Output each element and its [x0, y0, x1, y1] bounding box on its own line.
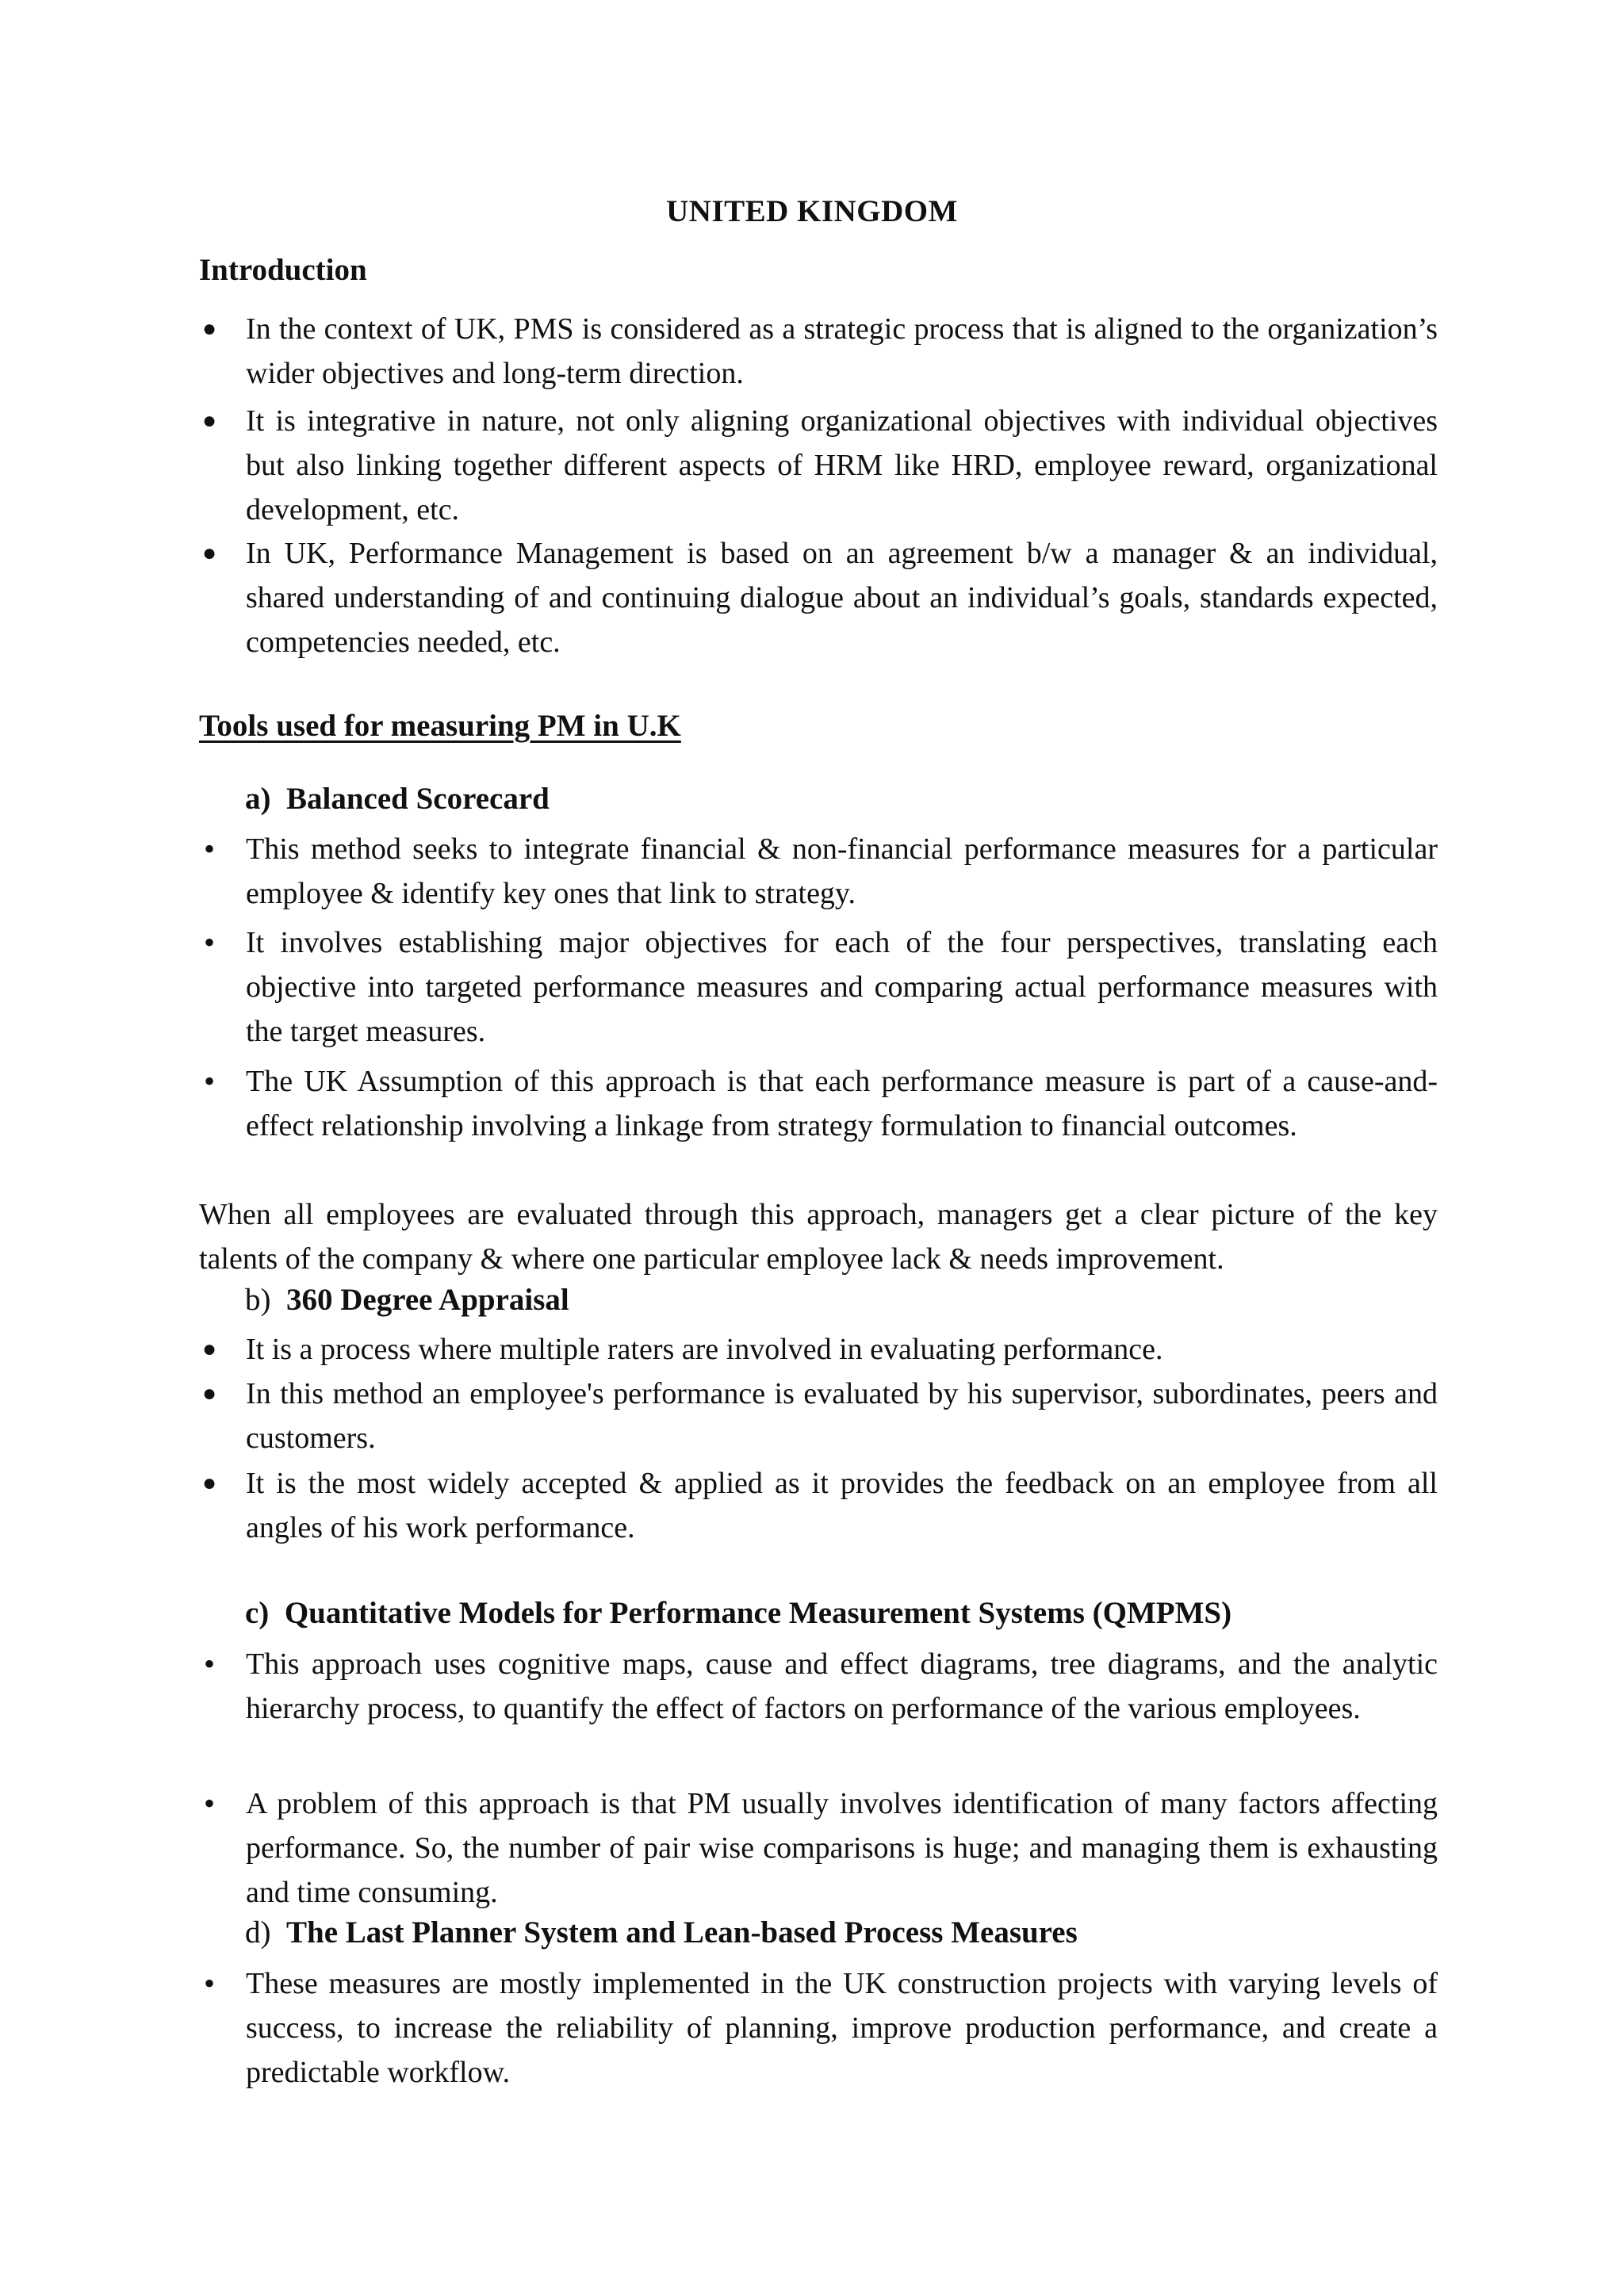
list-item: • These measures are mostly implemented in the UK construction projects with varying levels of success, to increase the reliability of planning, improve production performance, and create a predictable workflow. [246, 1961, 1438, 2095]
bullet-icon: • [203, 1965, 215, 2001]
tools-heading: Tools used for measuring PM in U.K [199, 709, 681, 743]
list-item: • This method seeks to integrate financial & non-financial performance measures for a particular employee & identify key ones that link to strategy. [246, 827, 1438, 916]
bullet-icon: ● [201, 408, 217, 434]
bullet-icon: • [203, 1785, 215, 1821]
bullet-icon: • [203, 1646, 215, 1682]
subsection-heading-d: d) The Last Planner System and Lean-based Process Measures [245, 1915, 1078, 1950]
list-item: • This approach uses cognitive maps, cause and effect diagrams, tree diagrams, and the analytic hierarchy process, to quantify the effect of factors on performance of the various employees. [246, 1642, 1438, 1731]
subsection-heading-c: c) Quantitative Models for Performance Measurement Systems (QMPMS) [245, 1596, 1232, 1630]
paragraph: When all employees are evaluated through this approach, managers get a clear picture of the key talents of the company & where one particular employee lack & needs improvement. [199, 1198, 1438, 1276]
bullet-icon: ● [201, 316, 217, 342]
list-item: ● It is a process where multiple raters are involved in evaluating performance. [246, 1327, 1438, 1372]
list-item: • A problem of this approach is that PM usually involves identification of many factors affecting performance. So, the number of pair wise comparisons is huge; and managing them is exhausting and time consuming. [246, 1781, 1438, 1915]
list-item: • It involves establishing major objectives for each of the four perspectives, translating each objective into targeted performance measures and comparing actual performance measures with the target measures. [246, 920, 1438, 1054]
subsection-heading-b: b) 360 Degree Appraisal [245, 1283, 569, 1317]
bullet-icon: • [203, 924, 215, 960]
bullet-icon: • [203, 1063, 215, 1099]
bullet-icon: ● [201, 1470, 217, 1496]
list-item: • The UK Assumption of this approach is that each performance measure is part of a cause-and-effect relationship involving a linkage from strategy formulation to financial outcomes. [246, 1059, 1438, 1148]
list-item: ● It is the most widely accepted & applied as it provides the feedback on an employee from all angles of his work performance. [246, 1461, 1438, 1550]
list-item: ● It is integrative in nature, not only aligning organizational objectives with individual objectives but also linking together different aspects of HRM like HRD, employee reward, organizational development, etc. [246, 399, 1438, 532]
bullet-icon: ● [201, 1336, 217, 1362]
intro-heading: Introduction [199, 253, 367, 287]
bullet-icon: ● [201, 1380, 217, 1406]
document-title: UNITED KINGDOM [666, 194, 958, 228]
bullet-icon: ● [201, 540, 217, 566]
list-item: ● In this method an employee's performance is evaluated by his supervisor, subordinates, peers and customers. [246, 1372, 1438, 1460]
bullet-icon: • [203, 831, 215, 867]
list-item: ● In UK, Performance Management is based on an agreement b/w a manager & an individual, shared understanding of and continuing dialogue about an individual’s goals, standards expected, competencies needed, etc. [246, 531, 1438, 664]
subsection-heading-a: a) Balanced Scorecard [245, 782, 550, 816]
list-item: ● In the context of UK, PMS is considered as a strategic process that is aligned to the organization’s wider objectives and long-term direction. [246, 307, 1438, 396]
